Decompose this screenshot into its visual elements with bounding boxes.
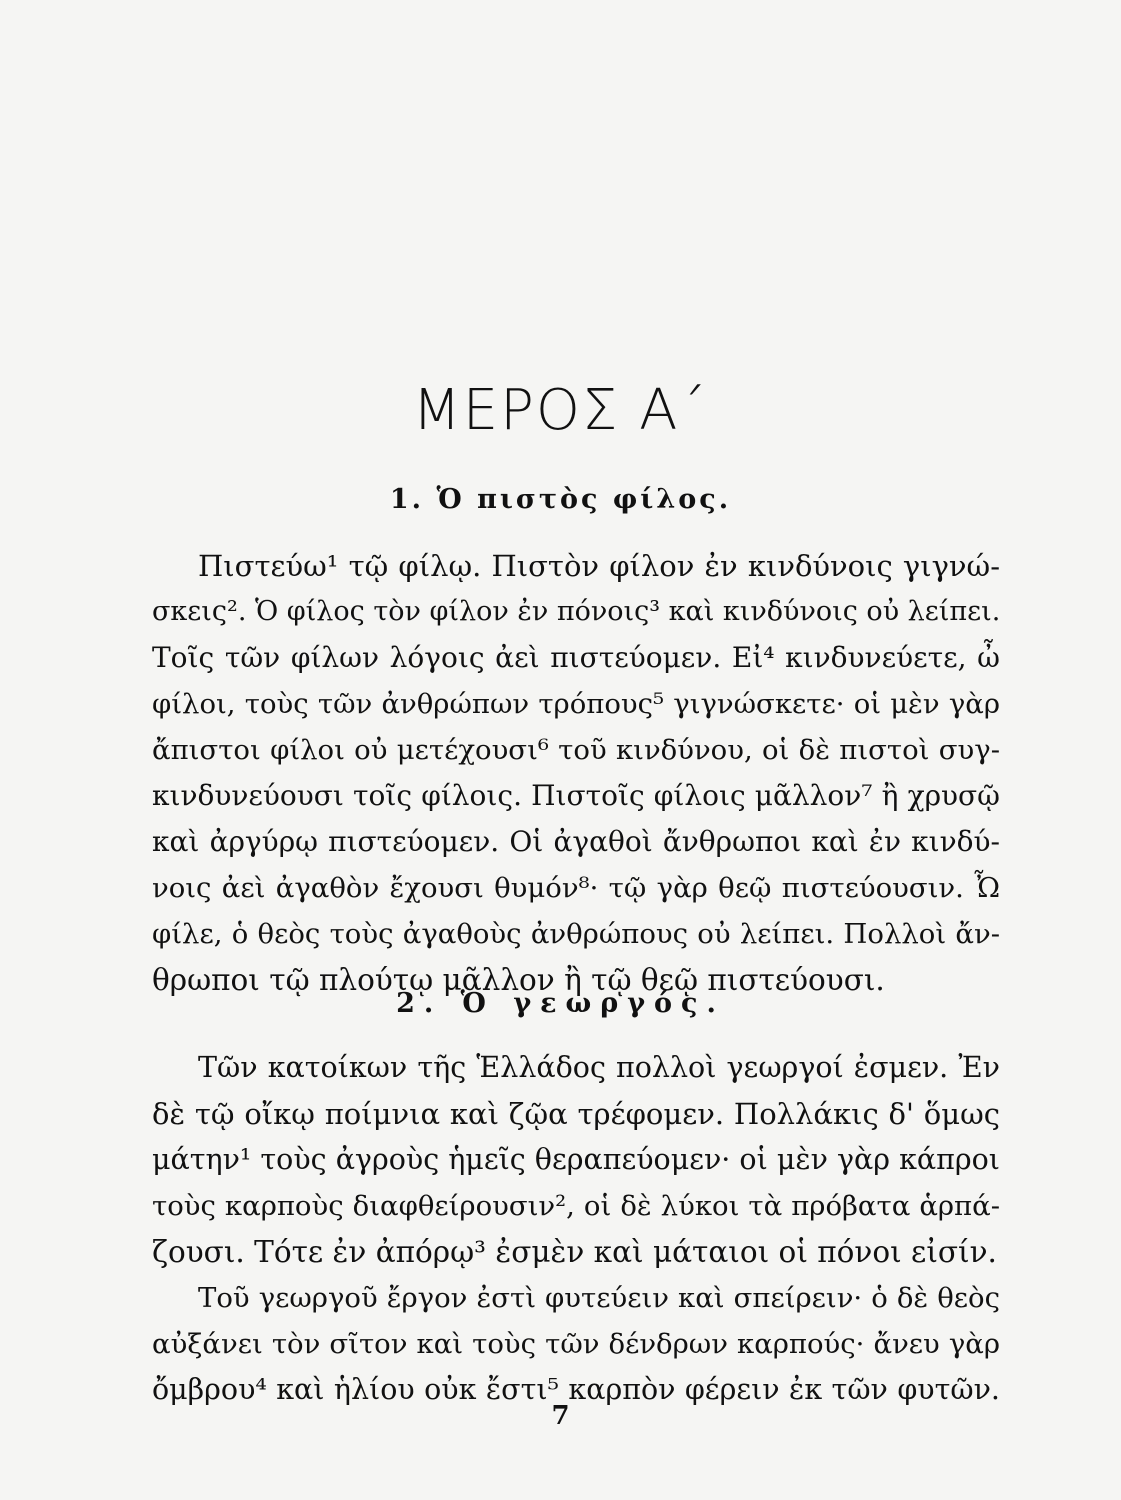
text-line: ἄπιστοι φίλοι οὐ μετέχουσι⁶ τοῦ κινδύνου, οἱ δὲ πιστοὶ συγ- xyxy=(152,734,1000,766)
text-line: αὐξάνει τὸν σῖτον καὶ τοὺς τῶν δένδρων καρπούς· ἄνευ γὰρ xyxy=(152,1328,1000,1360)
section-heading-1: 1. Ὁ πιστὸς φίλος. xyxy=(389,484,732,515)
text-line: ζουσι. Τότε ἐν ἀπόρῳ³ ἐσμὲν καὶ μάταιοι οἱ πόνοι εἰσίν. xyxy=(152,1235,997,1269)
text-line: καὶ ἀργύρῳ πιστεύομεν. Οἱ ἀγαθοὶ ἄνθρωποι καὶ ἐν κινδύ- xyxy=(152,825,1000,858)
text-line: Τοῦ γεωργοῦ ἔργον ἐστὶ φυτεύειν καὶ σπείρειν· ὁ δὲ θεὸς xyxy=(198,1282,1000,1314)
section-1-text xyxy=(152,543,1000,1003)
text-line: θρωποι τῷ πλούτῳ μᾶλλον ἢ τῷ θεῷ πιστεύουσι. xyxy=(152,963,885,997)
text-line: ὄμβρου⁴ καὶ ἡλίου οὐκ ἔστι⁵ καρπὸν φέρειν ἐκ τῶν φυτῶν. xyxy=(152,1373,1000,1406)
text-line: κινδυνεύουσι τοῖς φίλοις. Πιστοῖς φίλοις μᾶλλον⁷ ἢ χρυσῷ xyxy=(152,779,1000,812)
part-title: ΜΕΡΟΣ Α΄ xyxy=(412,378,709,443)
text-line: τοὺς καρποὺς διαφθείρουσιν², οἱ δὲ λύκοι τὰ πρόβατα ἁρπά- xyxy=(152,1190,1000,1222)
text-line: Τῶν κατοίκων τῆς Ἑλλάδος πολλοὶ γεωργοί ἐσμεν. Ἐν xyxy=(198,1051,1000,1084)
text-line: Τοῖς τῶν φίλων λόγοις ἀεὶ πιστεύομεν. Εἰ⁴ κινδυνεύετε, ὦ xyxy=(152,641,1000,674)
text-line: φίλε, ὁ θεὸς τοὺς ἀγαθοὺς ἀνθρώπους οὐ λείπει. Πολλοὶ ἄν- xyxy=(152,918,1000,950)
text-line: Πιστεύω¹ τῷ φίλῳ. Πιστὸν φίλον ἐν κινδύνοις γιγνώ- xyxy=(198,549,1000,583)
section-heading-2: 2. Ὁ γεωργός. xyxy=(396,988,725,1019)
section-2-text xyxy=(152,1045,1000,1413)
text-line: σκεις². Ὁ φίλος τὸν φίλον ἐν πόνοις³ καὶ κινδύνοις οὐ λείπει. xyxy=(152,596,1001,627)
text-line: δὲ τῷ οἴκῳ ποίμνια καὶ ζῷα τρέφομεν. Πολλάκις δ' ὅμως xyxy=(152,1097,1000,1131)
text-line: φίλοι, τοὺς τῶν ἀνθρώπων τρόπους⁵ γιγνώσκετε· οἱ μὲν γὰρ xyxy=(152,688,1000,720)
text-line: νοις ἀεὶ ἀγαθὸν ἔχουσι θυμόν⁸· τῷ γὰρ θεῷ πιστεύουσιν. Ὦ xyxy=(152,872,1000,904)
text-line: μάτην¹ τοὺς ἀγροὺς ἡμεῖς θεραπεύομεν· οἱ μὲν γὰρ κάπροι xyxy=(152,1143,1000,1176)
page-number: 7 xyxy=(551,1401,570,1431)
